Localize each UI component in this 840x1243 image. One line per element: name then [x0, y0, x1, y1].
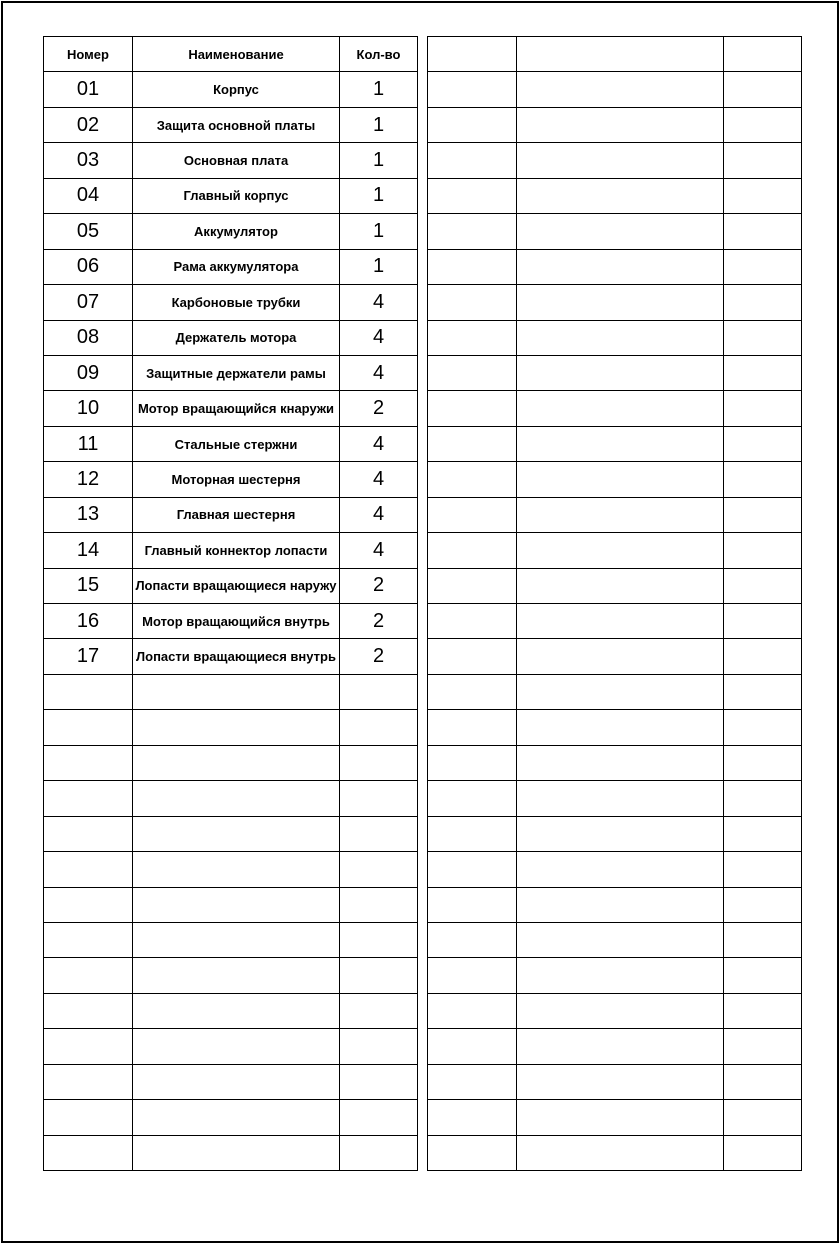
empty-cell [428, 143, 517, 178]
empty-row [428, 1135, 802, 1170]
cell-name: Моторная шестерня [133, 462, 340, 497]
empty-cell [428, 107, 517, 142]
empty-row [428, 674, 802, 709]
empty-row [428, 426, 802, 461]
table-row [44, 993, 418, 1028]
empty-cell [517, 604, 724, 639]
empty-cell [724, 320, 802, 355]
empty-row [428, 958, 802, 993]
table-row [44, 320, 418, 355]
header-qty: Кол-во [340, 37, 418, 72]
empty-row [428, 604, 802, 639]
empty-cell [724, 745, 802, 780]
table-row [44, 285, 418, 320]
cell-number [44, 1135, 133, 1170]
table-row [44, 355, 418, 390]
cell-name: Основная плата [133, 143, 340, 178]
table-row [44, 426, 418, 461]
cell-qty [340, 781, 418, 816]
empty-row [428, 285, 802, 320]
header-row [44, 37, 418, 72]
cell-name: Корпус [133, 72, 340, 107]
cell-qty: 1 [340, 143, 418, 178]
empty-cell [724, 958, 802, 993]
table-row [44, 887, 418, 922]
empty-cell [724, 37, 802, 72]
empty-cell [724, 604, 802, 639]
empty-cell [428, 958, 517, 993]
empty-cell [428, 37, 517, 72]
empty-cell [724, 391, 802, 426]
cell-name [133, 710, 340, 745]
empty-cell [517, 745, 724, 780]
table-row [44, 1029, 418, 1064]
cell-name: Карбоновые трубки [133, 285, 340, 320]
cell-number [44, 852, 133, 887]
empty-cell [517, 568, 724, 603]
cell-qty: 4 [340, 285, 418, 320]
empty-cell [517, 958, 724, 993]
table-row [44, 639, 418, 674]
empty-cell [724, 1064, 802, 1099]
empty-cell [517, 214, 724, 249]
table-row [44, 781, 418, 816]
cell-name [133, 922, 340, 957]
cell-name [133, 781, 340, 816]
empty-cell [517, 781, 724, 816]
cell-number: 13 [44, 497, 133, 532]
empty-cell [428, 497, 517, 532]
cell-number: 05 [44, 214, 133, 249]
empty-cell [428, 887, 517, 922]
cell-number [44, 887, 133, 922]
cell-name [133, 745, 340, 780]
empty-cell [428, 674, 517, 709]
cell-name: Главная шестерня [133, 497, 340, 532]
cell-number [44, 674, 133, 709]
empty-cell [428, 816, 517, 851]
cell-number [44, 781, 133, 816]
empty-row [428, 249, 802, 284]
cell-qty: 4 [340, 462, 418, 497]
empty-cell [724, 568, 802, 603]
empty-cell [517, 178, 724, 213]
empty-cell [724, 887, 802, 922]
empty-cell [428, 745, 517, 780]
cell-qty: 4 [340, 320, 418, 355]
cell-name: Держатель мотора [133, 320, 340, 355]
empty-cell [428, 604, 517, 639]
cell-name: Мотор вращающийся внутрь [133, 604, 340, 639]
table-row [44, 568, 418, 603]
empty-cell [724, 497, 802, 532]
cell-number: 14 [44, 533, 133, 568]
empty-row [428, 781, 802, 816]
cell-qty: 4 [340, 426, 418, 461]
cell-name: Мотор вращающийся кнаружи [133, 391, 340, 426]
cell-qty [340, 1135, 418, 1170]
empty-cell [724, 355, 802, 390]
cell-name [133, 958, 340, 993]
empty-row [428, 1100, 802, 1135]
cell-number: 16 [44, 604, 133, 639]
empty-cell [724, 426, 802, 461]
table-row [44, 710, 418, 745]
table-row [44, 391, 418, 426]
empty-row [428, 568, 802, 603]
table-row [44, 214, 418, 249]
empty-cell [517, 639, 724, 674]
cell-qty [340, 993, 418, 1028]
table-row [44, 1135, 418, 1170]
table-row [44, 958, 418, 993]
table-row [44, 816, 418, 851]
cell-qty: 1 [340, 178, 418, 213]
cell-name [133, 993, 340, 1028]
empty-cell [517, 1135, 724, 1170]
cell-number: 02 [44, 107, 133, 142]
cell-name [133, 1100, 340, 1135]
cell-name [133, 816, 340, 851]
cell-qty: 2 [340, 639, 418, 674]
cell-number: 06 [44, 249, 133, 284]
empty-cell [428, 320, 517, 355]
empty-cell [724, 852, 802, 887]
cell-qty: 1 [340, 107, 418, 142]
cell-number: 10 [44, 391, 133, 426]
empty-cell [517, 285, 724, 320]
empty-cell [724, 533, 802, 568]
empty-cell [517, 816, 724, 851]
empty-cell [428, 922, 517, 957]
empty-cell [517, 1029, 724, 1064]
empty-cell [724, 816, 802, 851]
table-row [44, 533, 418, 568]
table-row [44, 497, 418, 532]
empty-cell [428, 639, 517, 674]
cell-qty: 1 [340, 72, 418, 107]
cell-qty: 2 [340, 391, 418, 426]
cell-qty [340, 710, 418, 745]
cell-number: 01 [44, 72, 133, 107]
table-row [44, 178, 418, 213]
empty-row [428, 1029, 802, 1064]
table-row [44, 745, 418, 780]
cell-number: 08 [44, 320, 133, 355]
cell-name: Лопасти вращающиеся внутрь [133, 639, 340, 674]
cell-qty [340, 958, 418, 993]
empty-cell [724, 462, 802, 497]
empty-cell [428, 710, 517, 745]
parts-table-right [427, 36, 802, 1171]
empty-cell [428, 1029, 517, 1064]
empty-cell [724, 922, 802, 957]
cell-number: 15 [44, 568, 133, 603]
empty-cell [517, 497, 724, 532]
empty-cell [517, 462, 724, 497]
empty-cell [724, 1100, 802, 1135]
header-name: Наименование [133, 37, 340, 72]
cell-number: 03 [44, 143, 133, 178]
empty-row [428, 214, 802, 249]
empty-cell [517, 426, 724, 461]
cell-qty [340, 1064, 418, 1099]
empty-cell [517, 355, 724, 390]
empty-cell [428, 1135, 517, 1170]
cell-name: Защитные держатели рамы [133, 355, 340, 390]
empty-cell [724, 674, 802, 709]
table-row [44, 852, 418, 887]
empty-cell [428, 285, 517, 320]
empty-cell [517, 533, 724, 568]
empty-cell [517, 710, 724, 745]
empty-cell [517, 72, 724, 107]
header-number: Номер [44, 37, 133, 72]
cell-name: Защита основной платы [133, 107, 340, 142]
cell-name: Рама аккумулятора [133, 249, 340, 284]
empty-row [428, 320, 802, 355]
empty-row [428, 497, 802, 532]
cell-name [133, 1135, 340, 1170]
cell-qty [340, 674, 418, 709]
table-row [44, 462, 418, 497]
empty-cell [428, 781, 517, 816]
empty-row [428, 107, 802, 142]
cell-number: 09 [44, 355, 133, 390]
cell-name: Главный корпус [133, 178, 340, 213]
empty-cell [428, 533, 517, 568]
cell-number [44, 958, 133, 993]
cell-number [44, 922, 133, 957]
cell-qty: 4 [340, 355, 418, 390]
empty-cell [517, 674, 724, 709]
cell-qty: 1 [340, 214, 418, 249]
empty-cell [724, 72, 802, 107]
empty-cell [428, 1100, 517, 1135]
table-row [44, 1064, 418, 1099]
empty-cell [428, 355, 517, 390]
empty-cell [517, 1100, 724, 1135]
empty-row [428, 391, 802, 426]
empty-cell [428, 178, 517, 213]
table-row [44, 1100, 418, 1135]
empty-cell [428, 1064, 517, 1099]
empty-row [428, 852, 802, 887]
empty-cell [517, 107, 724, 142]
empty-row [428, 887, 802, 922]
empty-cell [724, 993, 802, 1028]
empty-row [428, 533, 802, 568]
empty-row [428, 462, 802, 497]
cell-qty [340, 816, 418, 851]
cell-number [44, 745, 133, 780]
empty-cell [517, 320, 724, 355]
cell-qty [340, 887, 418, 922]
empty-cell [724, 639, 802, 674]
empty-row [428, 355, 802, 390]
cell-number: 11 [44, 426, 133, 461]
empty-cell [724, 781, 802, 816]
cell-name [133, 674, 340, 709]
empty-cell [517, 852, 724, 887]
empty-cell [428, 852, 517, 887]
empty-row [428, 710, 802, 745]
empty-cell [517, 887, 724, 922]
cell-name: Главный коннектор лопасти [133, 533, 340, 568]
table-row [44, 249, 418, 284]
empty-row [428, 143, 802, 178]
empty-row [428, 37, 802, 72]
cell-name: Стальные стержни [133, 426, 340, 461]
empty-cell [724, 107, 802, 142]
empty-cell [724, 1135, 802, 1170]
table-row [44, 143, 418, 178]
cell-number [44, 993, 133, 1028]
empty-row [428, 745, 802, 780]
cell-qty [340, 922, 418, 957]
cell-number [44, 1029, 133, 1064]
cell-name [133, 1029, 340, 1064]
cell-name: Аккумулятор [133, 214, 340, 249]
empty-row [428, 178, 802, 213]
cell-number [44, 1100, 133, 1135]
table-row [44, 674, 418, 709]
cell-qty [340, 1100, 418, 1135]
empty-row [428, 639, 802, 674]
cell-qty: 4 [340, 533, 418, 568]
parts-table-left [43, 36, 418, 1171]
cell-number [44, 1064, 133, 1099]
empty-cell [428, 214, 517, 249]
empty-cell [428, 993, 517, 1028]
cell-number: 12 [44, 462, 133, 497]
table-row [44, 72, 418, 107]
cell-qty: 2 [340, 568, 418, 603]
empty-cell [724, 143, 802, 178]
empty-cell [517, 922, 724, 957]
cell-qty: 4 [340, 497, 418, 532]
cell-qty [340, 1029, 418, 1064]
empty-cell [428, 568, 517, 603]
cell-name [133, 852, 340, 887]
cell-name: Лопасти вращающиеся наружу [133, 568, 340, 603]
cell-name [133, 1064, 340, 1099]
cell-qty: 1 [340, 249, 418, 284]
empty-row [428, 922, 802, 957]
empty-cell [517, 37, 724, 72]
table-row [44, 604, 418, 639]
empty-cell [428, 462, 517, 497]
empty-cell [724, 214, 802, 249]
cell-number [44, 710, 133, 745]
empty-cell [428, 72, 517, 107]
table-row [44, 107, 418, 142]
cell-number: 04 [44, 178, 133, 213]
empty-cell [428, 391, 517, 426]
cell-number [44, 816, 133, 851]
empty-cell [517, 143, 724, 178]
empty-cell [517, 1064, 724, 1099]
empty-row [428, 993, 802, 1028]
empty-row [428, 72, 802, 107]
empty-cell [724, 1029, 802, 1064]
cell-qty [340, 852, 418, 887]
empty-cell [428, 426, 517, 461]
cell-name [133, 887, 340, 922]
empty-row [428, 816, 802, 851]
cell-qty [340, 745, 418, 780]
table-row [44, 922, 418, 957]
empty-row [428, 1064, 802, 1099]
empty-cell [428, 249, 517, 284]
cell-number: 17 [44, 639, 133, 674]
empty-cell [724, 285, 802, 320]
cell-number: 07 [44, 285, 133, 320]
empty-cell [724, 178, 802, 213]
empty-cell [724, 249, 802, 284]
empty-cell [724, 710, 802, 745]
empty-cell [517, 993, 724, 1028]
empty-cell [517, 391, 724, 426]
empty-cell [517, 249, 724, 284]
cell-qty: 2 [340, 604, 418, 639]
